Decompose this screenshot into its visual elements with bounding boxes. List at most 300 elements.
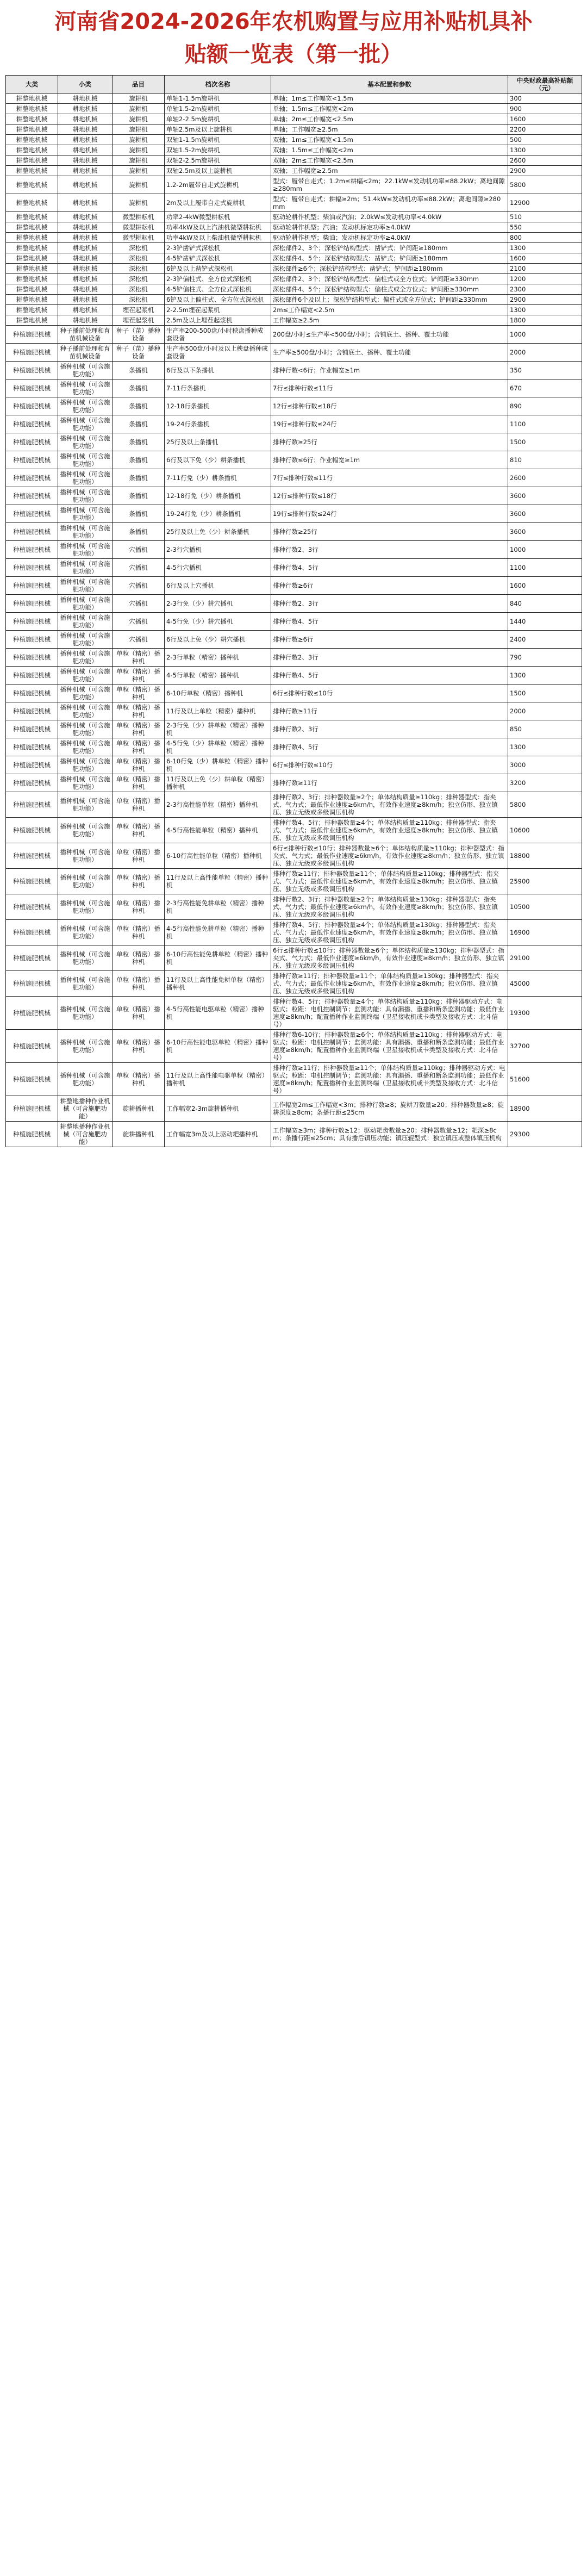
table-row (6, 104, 582, 114)
cell-config-params: 深松部件2、3个；深松铲结构型式：凿铲式；铲间距≥180mm (271, 243, 508, 253)
table-row (6, 774, 582, 792)
table-row (6, 125, 582, 135)
cell-max-subsidy: 1100 (508, 559, 582, 577)
cell-subcategory: 播种机械（可含施肥功能） (58, 487, 113, 505)
table-row (6, 792, 582, 818)
header-category: 大类 (6, 76, 58, 94)
cell-item: 穴播机 (113, 613, 165, 631)
cell-item: 单粒（精密）播种机 (113, 738, 165, 756)
cell-max-subsidy: 2100 (508, 264, 582, 274)
cell-max-subsidy: 5800 (508, 176, 582, 194)
cell-subcategory: 播种机械（可含施肥功能） (58, 869, 113, 894)
cell-subcategory: 播种机械（可含施肥功能） (58, 945, 113, 971)
cell-config-params: 排种行数6-10行；排种器数量≥6个；单体结构质量≥110kg；排种器驱动方式：电驱式；粒距：电机控制调节；监测功能：具有漏播、重播和断条监测功能；最低作业速度≥8km/h；配置播种作业监测终端（卫星接收机或卡类型及接收方式：北斗信号） (271, 1030, 508, 1063)
table-row (6, 702, 582, 720)
cell-grade-name: 6铲及以上偏柱式、全方位式深松机 (165, 295, 271, 305)
cell-subcategory: 播种机械（可含施肥功能） (58, 774, 113, 792)
cell-item: 旋耕播种机 (113, 1096, 165, 1122)
table-row (6, 997, 582, 1030)
cell-category: 耕整地机械 (6, 145, 58, 155)
header-item: 品目 (113, 76, 165, 94)
cell-grade-name: 2m及以上履带自走式旋耕机 (165, 194, 271, 212)
cell-item: 单粒（精密）播种机 (113, 971, 165, 997)
cell-subcategory: 播种机械（可含施肥功能） (58, 397, 113, 415)
cell-category: 种植施肥机械 (6, 945, 58, 971)
cell-item: 旋耕机 (113, 104, 165, 114)
cell-config-params: 型式：履带自走式；耕幅≥2m；51.4kW≤发动机功率≤88.2kW；离地间隙≥280mm (271, 194, 508, 212)
cell-config-params: 生产率≥500盘/小时；含铺底土、播种、覆土功能 (271, 344, 508, 362)
cell-item: 条播机 (113, 487, 165, 505)
cell-max-subsidy: 1600 (508, 577, 582, 595)
cell-item: 深松机 (113, 243, 165, 253)
cell-grade-name: 2-2.5m埋茬起浆机 (165, 305, 271, 315)
cell-max-subsidy: 3200 (508, 774, 582, 792)
cell-category: 耕整地机械 (6, 104, 58, 114)
cell-grade-name: 2.5m及以上埋茬起浆机 (165, 315, 271, 326)
cell-subcategory: 耕地机械 (58, 135, 113, 145)
cell-config-params: 双轴；2m≤工作幅宽<2.5m (271, 155, 508, 166)
cell-grade-name: 4-5铲偏柱式、全方位式深松机 (165, 284, 271, 295)
table-row (6, 145, 582, 155)
cell-grade-name: 4-5铲凿铲式深松机 (165, 253, 271, 264)
cell-config-params: 12行≤排种行数≤18行 (271, 397, 508, 415)
cell-category: 种植施肥机械 (6, 559, 58, 577)
cell-max-subsidy: 1300 (508, 145, 582, 155)
cell-category: 耕整地机械 (6, 253, 58, 264)
cell-subcategory: 播种机械（可含施肥功能） (58, 649, 113, 667)
header-subcategory: 小类 (58, 76, 113, 94)
cell-grade-name: 11行及以上高性能单粒（精密）播种机 (165, 869, 271, 894)
table-header-row (6, 76, 582, 94)
cell-max-subsidy: 850 (508, 720, 582, 738)
cell-config-params: 排种行数4、5行 (271, 667, 508, 685)
cell-item: 单粒（精密）播种机 (113, 1063, 165, 1096)
cell-config-params: 2m≤工作幅宽<2.5m (271, 305, 508, 315)
cell-max-subsidy: 3600 (508, 523, 582, 541)
cell-max-subsidy: 3000 (508, 756, 582, 774)
table-row (6, 971, 582, 997)
cell-category: 种植施肥机械 (6, 397, 58, 415)
cell-config-params: 单轴；工作幅宽≥2.5m (271, 125, 508, 135)
cell-item: 单粒（精密）播种机 (113, 756, 165, 774)
cell-grade-name: 11行及以上高性能电驱单粒（精密）播种机 (165, 1063, 271, 1096)
cell-max-subsidy: 670 (508, 379, 582, 397)
cell-subcategory: 播种机械（可含施肥功能） (58, 667, 113, 685)
cell-config-params: 驱动轮耕作机型；汽油；发动机标定功率≥4.0kW (271, 222, 508, 233)
cell-item: 旋耕机 (113, 176, 165, 194)
cell-max-subsidy: 10500 (508, 894, 582, 920)
cell-item: 旋耕机 (113, 155, 165, 166)
cell-category: 种植施肥机械 (6, 326, 58, 344)
cell-grade-name: 2-3行单粒（精密）播种机 (165, 649, 271, 667)
cell-max-subsidy: 2000 (508, 344, 582, 362)
table-row (6, 541, 582, 559)
cell-grade-name: 11行及以上单粒（精密）播种机 (165, 702, 271, 720)
cell-category: 种植施肥机械 (6, 792, 58, 818)
cell-max-subsidy: 800 (508, 233, 582, 243)
cell-config-params: 排种行数≥11行；排种器数量≥11个；单体结构质量≥130kg；排种器型式：指夹式、气力式；最低作业速度≥6km/h，有效作业速度≥8km/h；独立仿形、独立镇压、独立无级或多级调压机构 (271, 971, 508, 997)
cell-grade-name: 6-10行高性能电驱单粒（精密）播种机 (165, 1030, 271, 1063)
cell-category: 耕整地机械 (6, 176, 58, 194)
cell-max-subsidy: 900 (508, 104, 582, 114)
cell-grade-name: 6行及以下免（少）耕条播机 (165, 451, 271, 469)
subsidy-table (5, 75, 582, 1147)
table-row (6, 1096, 582, 1122)
table-row (6, 344, 582, 362)
cell-subcategory: 播种机械（可含施肥功能） (58, 997, 113, 1030)
cell-subcategory: 耕地机械 (58, 233, 113, 243)
cell-max-subsidy: 810 (508, 451, 582, 469)
cell-max-subsidy: 2900 (508, 166, 582, 176)
cell-config-params: 单轴；2m≤工作幅宽<2.5m (271, 114, 508, 125)
cell-item: 单粒（精密）播种机 (113, 997, 165, 1030)
cell-max-subsidy: 1300 (508, 667, 582, 685)
cell-config-params: 排种行数<6行；作业幅宽≥1m (271, 362, 508, 379)
table-row (6, 397, 582, 415)
cell-config-params: 深松部件4、5个；深松铲结构型式：凿铲式；铲间距≥180mm (271, 253, 508, 264)
cell-config-params: 12行≤排种行数≤18行 (271, 487, 508, 505)
table-row (6, 264, 582, 274)
table-row (6, 362, 582, 379)
table-row (6, 433, 582, 451)
cell-item: 微型耕耘机 (113, 212, 165, 222)
cell-grade-name: 2-3行高性能免耕单粒（精密）播种机 (165, 894, 271, 920)
cell-max-subsidy: 12900 (508, 194, 582, 212)
table-row (6, 945, 582, 971)
cell-category: 种植施肥机械 (6, 1096, 58, 1122)
cell-category: 耕整地机械 (6, 295, 58, 305)
cell-item: 条播机 (113, 397, 165, 415)
cell-category: 种植施肥机械 (6, 774, 58, 792)
cell-config-params: 排种行数2、3行 (271, 595, 508, 613)
cell-max-subsidy: 790 (508, 649, 582, 667)
cell-grade-name: 6铲及以上凿铲式深松机 (165, 264, 271, 274)
cell-grade-name: 12-18行免（少）耕条播机 (165, 487, 271, 505)
cell-grade-name: 4-5行高性能电驱单粒（精密）播种机 (165, 997, 271, 1030)
page (0, 0, 587, 1153)
cell-category: 种植施肥机械 (6, 649, 58, 667)
cell-subcategory: 耕地机械 (58, 176, 113, 194)
cell-category: 耕整地机械 (6, 315, 58, 326)
cell-max-subsidy: 18900 (508, 1096, 582, 1122)
cell-subcategory: 耕地机械 (58, 114, 113, 125)
cell-subcategory: 播种机械（可含施肥功能） (58, 720, 113, 738)
cell-max-subsidy: 10600 (508, 818, 582, 843)
cell-grade-name: 单轴1.5-2m旋耕机 (165, 104, 271, 114)
cell-grade-name: 6行及以上免（少）耕穴播机 (165, 631, 271, 649)
cell-subcategory: 播种机械（可含施肥功能） (58, 685, 113, 702)
cell-grade-name: 7-11行条播机 (165, 379, 271, 397)
cell-category: 耕整地机械 (6, 94, 58, 104)
table-row (6, 469, 582, 487)
cell-item: 条播机 (113, 379, 165, 397)
cell-grade-name: 2-3行高性能单粒（精密）播种机 (165, 792, 271, 818)
cell-config-params: 排种行数≥6行 (271, 577, 508, 595)
cell-max-subsidy: 25900 (508, 869, 582, 894)
cell-subcategory: 种子播前处理和育苗机械设备 (58, 344, 113, 362)
cell-subcategory: 播种机械（可含施肥功能） (58, 577, 113, 595)
cell-grade-name: 4-5行穴播机 (165, 559, 271, 577)
cell-category: 耕整地机械 (6, 166, 58, 176)
cell-grade-name: 6行及以下条播机 (165, 362, 271, 379)
cell-item: 微型耕耘机 (113, 233, 165, 243)
cell-item: 旋耕机 (113, 194, 165, 212)
cell-subcategory: 耕地机械 (58, 253, 113, 264)
cell-config-params: 深松部件6个及以上；深松铲结构型式：偏柱式或全方位式；铲间距≥330mm (271, 295, 508, 305)
cell-config-params: 200盘/小时≤生产率<500盘/小时；含铺底土、播种、覆土功能 (271, 326, 508, 344)
page-title-line2: 贴额一览表（第一批） (185, 42, 402, 67)
cell-max-subsidy: 32700 (508, 1030, 582, 1063)
cell-max-subsidy: 1440 (508, 613, 582, 631)
cell-subcategory: 播种机械（可含施肥功能） (58, 451, 113, 469)
cell-item: 旋耕机 (113, 125, 165, 135)
table-row (6, 1122, 582, 1147)
cell-subcategory: 耕地机械 (58, 194, 113, 212)
cell-item: 单粒（精密）播种机 (113, 920, 165, 945)
cell-grade-name: 工作幅宽2-3m旋耕播种机 (165, 1096, 271, 1122)
cell-grade-name: 4-5行免（少）耕穴播机 (165, 613, 271, 631)
cell-item: 穴播机 (113, 631, 165, 649)
cell-category: 耕整地机械 (6, 284, 58, 295)
cell-item: 单粒（精密）播种机 (113, 702, 165, 720)
cell-grade-name: 4-5行免（少）耕单粒（精密）播种机 (165, 738, 271, 756)
cell-grade-name: 2-3铲凿铲式深松机 (165, 243, 271, 253)
cell-config-params: 排种行数4、5行；排种器数量≥4个；单体结构质量≥110kg；排种器驱动方式：电驱式；粒距：电机控制调节；监测功能：具有漏播、重播和断条监测功能；最低作业速度≥8km/h；配置播种作业监测终端（卫星接收机或卡类型及接收方式：北斗信号） (271, 997, 508, 1030)
cell-grade-name: 25行及以上免（少）耕条播机 (165, 523, 271, 541)
cell-category: 种植施肥机械 (6, 997, 58, 1030)
cell-config-params: 排种行数4、5行 (271, 559, 508, 577)
cell-item: 穴播机 (113, 559, 165, 577)
table-row (6, 233, 582, 243)
cell-config-params: 排种行数2、3行 (271, 649, 508, 667)
header-max-subsidy: 中央财政最高补贴额（元） (508, 76, 582, 94)
cell-config-params: 深松部件2、3个；深松铲结构型式：偏柱式或全方位式；铲间距≥330mm (271, 274, 508, 284)
cell-grade-name: 单轴2.5m及以上旋耕机 (165, 125, 271, 135)
cell-max-subsidy: 2900 (508, 295, 582, 305)
table-row (6, 843, 582, 869)
cell-item: 种子（苗）播种设备 (113, 344, 165, 362)
cell-subcategory: 播种机械（可含施肥功能） (58, 559, 113, 577)
cell-subcategory: 播种机械（可含施肥功能） (58, 379, 113, 397)
page-title (5, 5, 582, 71)
cell-item: 条播机 (113, 469, 165, 487)
cell-category: 种植施肥机械 (6, 469, 58, 487)
table-row (6, 595, 582, 613)
cell-subcategory: 播种机械（可含施肥功能） (58, 631, 113, 649)
table-row (6, 1030, 582, 1063)
cell-grade-name: 生产率500盘/小时及以上秧盘播种成套设备 (165, 344, 271, 362)
cell-item: 条播机 (113, 505, 165, 523)
cell-subcategory: 播种机械（可含施肥功能） (58, 756, 113, 774)
cell-subcategory: 播种机械（可含施肥功能） (58, 433, 113, 451)
table-row (6, 756, 582, 774)
table-row (6, 451, 582, 469)
cell-category: 耕整地机械 (6, 274, 58, 284)
cell-config-params: 深松部件4、5个；深松铲结构型式：偏柱式或全方位式；铲间距≥330mm (271, 284, 508, 295)
cell-item: 深松机 (113, 274, 165, 284)
cell-max-subsidy: 1500 (508, 433, 582, 451)
cell-config-params: 驱动轮耕作机型；柴油或汽油；2.0kW≤发动机功率<4.0kW (271, 212, 508, 222)
cell-category: 耕整地机械 (6, 233, 58, 243)
cell-category: 耕整地机械 (6, 135, 58, 145)
table-row (6, 379, 582, 397)
cell-item: 条播机 (113, 523, 165, 541)
cell-subcategory: 耕地机械 (58, 104, 113, 114)
table-row (6, 274, 582, 284)
cell-category: 种植施肥机械 (6, 720, 58, 738)
cell-category: 种植施肥机械 (6, 738, 58, 756)
cell-item: 旋耕播种机 (113, 1122, 165, 1147)
cell-category: 种植施肥机械 (6, 756, 58, 774)
cell-grade-name: 双轴1-1.5m旋耕机 (165, 135, 271, 145)
cell-grade-name: 单轴1-1.5m旋耕机 (165, 94, 271, 104)
cell-category: 耕整地机械 (6, 212, 58, 222)
cell-grade-name: 6-10行高性能单粒（精密）播种机 (165, 843, 271, 869)
cell-max-subsidy: 29100 (508, 945, 582, 971)
table-row (6, 305, 582, 315)
cell-config-params: 排种行数≥25行 (271, 523, 508, 541)
table-row (6, 315, 582, 326)
cell-item: 埋茬起浆机 (113, 305, 165, 315)
cell-subcategory: 播种机械（可含施肥功能） (58, 843, 113, 869)
cell-max-subsidy: 1000 (508, 326, 582, 344)
cell-config-params: 排种行数2、3行；排种器数量≥2个；单体结构质量≥110kg；排种器型式：指夹式、气力式；最低作业速度≥6km/h，有效作业速度≥8km/h；独立仿形、独立镇压、独立无级或多级调压机构 (271, 792, 508, 818)
cell-grade-name: 2-3行穴播机 (165, 541, 271, 559)
table-row (6, 894, 582, 920)
cell-config-params: 排种行数4、5行 (271, 613, 508, 631)
table-row (6, 559, 582, 577)
cell-item: 单粒（精密）播种机 (113, 818, 165, 843)
cell-grade-name: 功率4kW及以上汽油机微型耕耘机 (165, 222, 271, 233)
cell-item: 单粒（精密）播种机 (113, 1030, 165, 1063)
cell-subcategory: 耕地机械 (58, 145, 113, 155)
cell-subcategory: 播种机械（可含施肥功能） (58, 415, 113, 433)
cell-config-params: 型式：履带自走式；1.2m≤耕幅<2m；22.1kW≤发动机功率≤88.2kW；离地间隙≥280mm (271, 176, 508, 194)
cell-category: 种植施肥机械 (6, 379, 58, 397)
cell-subcategory: 耕地机械 (58, 295, 113, 305)
table-row (6, 284, 582, 295)
cell-category: 种植施肥机械 (6, 971, 58, 997)
cell-item: 条播机 (113, 362, 165, 379)
table-row (6, 166, 582, 176)
cell-category: 耕整地机械 (6, 125, 58, 135)
cell-subcategory: 耕地机械 (58, 155, 113, 166)
cell-max-subsidy: 890 (508, 397, 582, 415)
cell-category: 种植施肥机械 (6, 362, 58, 379)
cell-grade-name: 25行及以上条播机 (165, 433, 271, 451)
cell-item: 单粒（精密）播种机 (113, 667, 165, 685)
cell-category: 种植施肥机械 (6, 869, 58, 894)
table-row (6, 194, 582, 212)
cell-config-params: 双轴；1.5m≤工作幅宽<2m (271, 145, 508, 155)
cell-config-params: 排种行数≥11行 (271, 702, 508, 720)
cell-config-params: 6行≤排种行数≤10行 (271, 685, 508, 702)
table-row (6, 212, 582, 222)
cell-subcategory: 耕整地播种作业机械（可含施肥功能） (58, 1096, 113, 1122)
header-grade-name: 档次名称 (165, 76, 271, 94)
cell-max-subsidy: 1600 (508, 253, 582, 264)
cell-subcategory: 耕整地播种作业机械（可含施肥功能） (58, 1122, 113, 1147)
cell-item: 旋耕机 (113, 114, 165, 125)
cell-item: 深松机 (113, 253, 165, 264)
table-row (6, 326, 582, 344)
cell-grade-name: 6-10行免（少）耕单粒（精密）播种机 (165, 756, 271, 774)
table-row (6, 720, 582, 738)
page-title-line1: 河南省2024-2026年农机购置与应用补贴机具补 (54, 9, 533, 34)
cell-subcategory: 种子播前处理和育苗机械设备 (58, 326, 113, 344)
cell-max-subsidy: 3600 (508, 487, 582, 505)
cell-config-params: 7行≤排种行数≤11行 (271, 469, 508, 487)
cell-grade-name: 11行及以上免（少）耕单粒（精密）播种机 (165, 774, 271, 792)
table-row (6, 114, 582, 125)
cell-category: 种植施肥机械 (6, 541, 58, 559)
cell-subcategory: 播种机械（可含施肥功能） (58, 702, 113, 720)
cell-category: 耕整地机械 (6, 243, 58, 253)
table-row (6, 738, 582, 756)
cell-subcategory: 播种机械（可含施肥功能） (58, 523, 113, 541)
table-row (6, 176, 582, 194)
cell-config-params: 排种行数≥6行 (271, 631, 508, 649)
table-row (6, 155, 582, 166)
cell-max-subsidy: 16900 (508, 920, 582, 945)
cell-item: 穴播机 (113, 541, 165, 559)
cell-item: 条播机 (113, 451, 165, 469)
table-row (6, 487, 582, 505)
cell-category: 种植施肥机械 (6, 433, 58, 451)
cell-grade-name: 7-11行免（少）耕条播机 (165, 469, 271, 487)
cell-item: 穴播机 (113, 595, 165, 613)
cell-category: 种植施肥机械 (6, 1030, 58, 1063)
cell-item: 单粒（精密）播种机 (113, 792, 165, 818)
cell-grade-name: 双轴1.5-2m旋耕机 (165, 145, 271, 155)
cell-subcategory: 播种机械（可含施肥功能） (58, 613, 113, 631)
cell-config-params: 排种行数2、3行 (271, 720, 508, 738)
cell-item: 单粒（精密）播种机 (113, 869, 165, 894)
cell-max-subsidy: 2400 (508, 631, 582, 649)
cell-max-subsidy: 3600 (508, 505, 582, 523)
cell-subcategory: 播种机械（可含施肥功能） (58, 738, 113, 756)
cell-max-subsidy: 45000 (508, 971, 582, 997)
cell-config-params: 双轴；工作幅宽≥2.5m (271, 166, 508, 176)
cell-max-subsidy: 1200 (508, 274, 582, 284)
table-row (6, 869, 582, 894)
cell-subcategory: 耕地机械 (58, 222, 113, 233)
cell-subcategory: 耕地机械 (58, 94, 113, 104)
cell-max-subsidy: 1800 (508, 315, 582, 326)
cell-category: 种植施肥机械 (6, 523, 58, 541)
cell-category: 种植施肥机械 (6, 613, 58, 631)
cell-config-params: 排种行数≥11行 (271, 774, 508, 792)
header-config-params: 基本配置和参数 (271, 76, 508, 94)
cell-config-params: 单轴；1.5m≤工作幅宽<2m (271, 104, 508, 114)
cell-grade-name: 2-3行免（少）耕穴播机 (165, 595, 271, 613)
table-row (6, 135, 582, 145)
cell-subcategory: 耕地机械 (58, 166, 113, 176)
cell-grade-name: 6-10行单粒（精密）播种机 (165, 685, 271, 702)
cell-category: 耕整地机械 (6, 194, 58, 212)
cell-category: 种植施肥机械 (6, 505, 58, 523)
cell-grade-name: 生产率200-500盘/小时秧盘播种成套设备 (165, 326, 271, 344)
cell-item: 单粒（精密）播种机 (113, 649, 165, 667)
cell-config-params: 单轴；1m≤工作幅宽<1.5m (271, 94, 508, 104)
cell-config-params: 排种行数≥25行 (271, 433, 508, 451)
table-row (6, 667, 582, 685)
cell-category: 耕整地机械 (6, 305, 58, 315)
cell-category: 种植施肥机械 (6, 595, 58, 613)
table-row (6, 523, 582, 541)
cell-item: 旋耕机 (113, 135, 165, 145)
cell-subcategory: 播种机械（可含施肥功能） (58, 541, 113, 559)
